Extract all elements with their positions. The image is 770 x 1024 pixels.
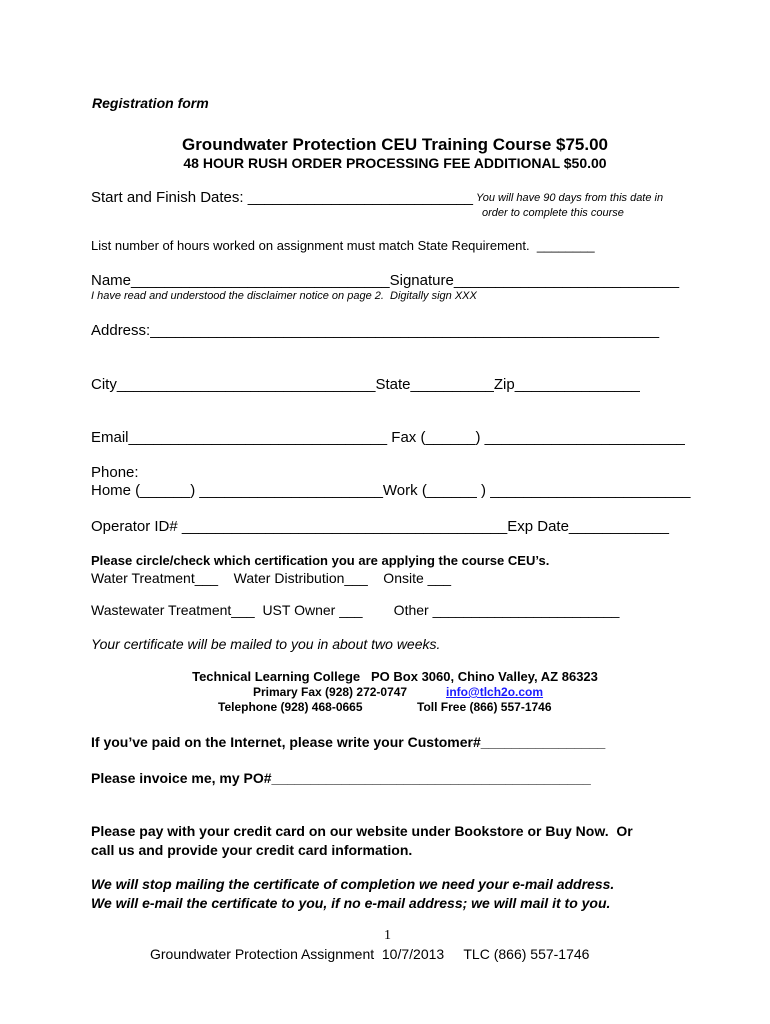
primary-fax: Primary Fax (928) 272-0747 [253,685,408,699]
email-certificate-note-line-1: We will stop mailing the certificate of completion we need your e-mail address. [91,876,615,892]
page-title: Groundwater Protection CEU Training Course $75.00 [181,135,609,154]
disclaimer-note: I have read and understood the disclaimer notice on page 2. Digitally sign XXX [91,290,477,302]
certification-options-row-1[interactable]: Water Treatment___ Water Distribution___ Onsite ___ [91,570,452,586]
college-address: Technical Learning College PO Box 3060, Chino Valley, AZ 86323 [192,669,598,684]
operator-id-exp-date-field[interactable]: Operator ID# _______________________________________Exp Date____________ [91,518,670,535]
certification-options-row-2[interactable]: Wastewater Treatment___ UST Owner ___ Other ________________________ [91,602,620,618]
registration-label: Registration form [92,95,209,111]
invoice-po-field[interactable]: Please invoice me, my PO#_________________________________________ [91,770,591,786]
rush-fee-subtitle: 48 HOUR RUSH ORDER PROCESSING FEE ADDITIONAL $50.00 [183,155,607,171]
credit-card-note-line-1: Please pay with your credit card on our website under Bookstore or Buy Now. Or [91,823,633,839]
page-number: 1 [384,928,391,943]
certification-heading: Please circle/check which certification you are applying the course CEU’s. [91,553,550,568]
hours-worked-field[interactable]: List number of hours worked on assignment must match State Requirement. ________ [91,238,595,253]
email-fax-field[interactable]: Email_______________________________ Fax (______) ________________________ [91,429,685,446]
phone-label: Phone: [91,464,139,481]
footer-assignment-info: Groundwater Protection Assignment 10/7/2013 TLC (866) 557-1746 [150,946,590,962]
home-work-phone-field[interactable]: Home (______) ______________________Work (______ ) ________________________ [91,482,691,499]
email-certificate-note-line-2: We will e-mail the certificate to you, if no e-mail address; we will mail it to you. [91,895,611,911]
toll-free: Toll Free (866) 557-1746 [417,700,552,714]
days-note-line-1: You will have 90 days from this date in [476,192,664,204]
days-note-line-2: order to complete this course [482,207,624,219]
customer-number-field[interactable]: If you’ve paid on the Internet, please write your Customer#________________ [91,734,606,750]
name-signature-field[interactable]: Name_______________________________Signature___________________________ [91,272,680,289]
start-finish-dates-field[interactable]: Start and Finish Dates: ___________________________ [91,189,473,206]
email-link[interactable]: info@tlch2o.com [446,685,544,699]
mailed-certificate-note: Your certificate will be mailed to you in about two weeks. [91,636,441,652]
telephone: Telephone (928) 468-0665 [218,700,363,714]
city-state-zip-field[interactable]: City_______________________________State__________Zip_______________ [91,376,640,393]
credit-card-note-line-2: call us and provide your credit card information. [91,842,413,858]
address-field[interactable]: Address:_____________________________________________________________ [91,322,660,339]
